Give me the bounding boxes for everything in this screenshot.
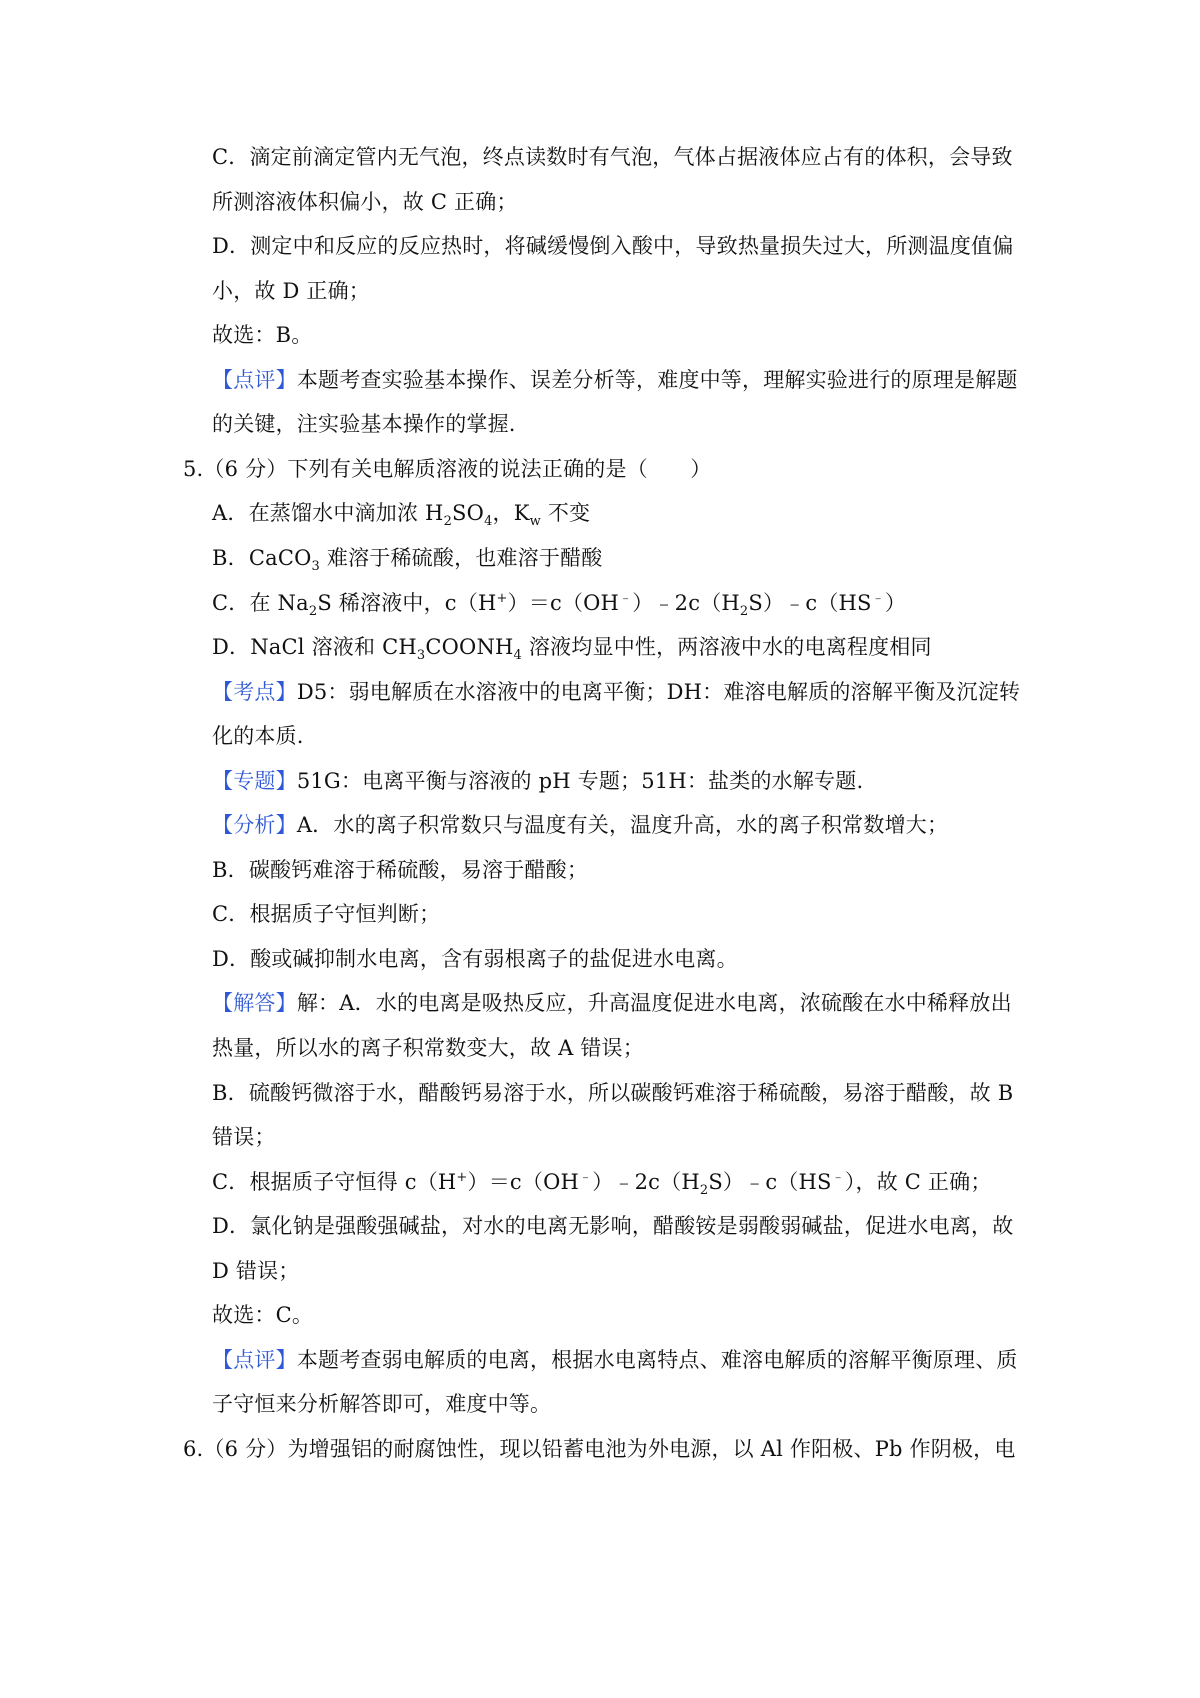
section-tag: 【分析】 (212, 813, 297, 838)
text-run: ，K (492, 501, 530, 526)
text-run: B．CaCO (212, 545, 312, 570)
section-tag: 【考点】 (212, 679, 297, 704)
text-line (212, 1256, 300, 1286)
text-line (212, 187, 518, 217)
superscript: ﹣ (831, 1169, 845, 1185)
text-line (212, 588, 906, 618)
text-run: S 稀溶液中，c（H (317, 590, 497, 615)
text-run: ）＝c（OH (507, 590, 620, 615)
text-run: D．测定中和反应的反应热时，将碱缓慢倒入酸中，导致热量损失过大，所测温度值偏 (212, 234, 1014, 259)
text-line (212, 677, 1020, 707)
subscript: 2 (443, 514, 453, 530)
text-run: D．酸或碱抑制水电离，含有弱根离子的盐促进水电离。 (212, 946, 738, 971)
question-line (183, 454, 711, 484)
text-line (212, 231, 1013, 261)
text-run: D．氯化钠是强酸强碱盐，对水的电离无影响，醋酸铵是弱酸弱碱盐，促进水电离，故 (212, 1214, 1014, 1239)
text-line (212, 142, 1013, 172)
text-run: B．硫酸钙微溶于水，醋酸钙易溶于水，所以碳酸钙难溶于稀硫酸，易溶于醋酸，故 B (212, 1080, 1014, 1105)
text-run: 错误； (212, 1125, 276, 1150)
text-run: C．在 Na (212, 590, 309, 615)
text-run: 6.（6 分）为增强铝的耐腐蚀性，现以铅蓄电池为外电源，以 Al 作阳极、Pb 作阴极，电 (183, 1436, 1016, 1461)
text-run: C．根据质子守恒得 c（H (212, 1169, 457, 1194)
text-run: 化的本质. (212, 724, 304, 749)
text-run: 故选：B。 (212, 323, 313, 348)
text-run: 的关键，注实验基本操作的掌握. (212, 412, 516, 437)
subscript: 2 (308, 603, 318, 619)
text-run: D 错误； (212, 1258, 300, 1283)
text-run: ） (884, 590, 907, 615)
text-line (212, 1211, 1013, 1241)
text-line (212, 543, 602, 573)
text-line (212, 988, 1012, 1018)
section-tag: 【专题】 (212, 768, 297, 793)
question-line (183, 1434, 1016, 1464)
text-run: 本题考查弱电解质的电离，根据水电离特点、难溶电解质的溶解平衡原理、质 (296, 1347, 1018, 1372)
text-run: 解：A．水的电离是吸热反应，升高温度促进水电离，浓硫酸在水中稀释放出 (296, 991, 1012, 1016)
text-line (212, 409, 516, 439)
text-line (212, 365, 1018, 395)
text-line (212, 721, 304, 751)
text-line (212, 899, 440, 929)
text-run: B．碳酸钙难溶于稀硫酸，易溶于醋酸； (212, 857, 589, 882)
text-run: S）﹣c（HS (708, 1169, 832, 1194)
text-run: 本题考查实验基本操作、误差分析等，难度中等，理解实验进行的原理是解题 (296, 367, 1018, 392)
section-tag: 【点评】 (212, 367, 297, 392)
text-run: ）﹣2c（H (592, 1169, 700, 1194)
section-tag: 【点评】 (212, 1347, 297, 1372)
text-line (212, 810, 948, 840)
subscript: 3 (311, 559, 320, 575)
subscript: 2 (739, 603, 749, 619)
text-run: 溶液均显中性，两溶液中水的电离程度相同 (522, 635, 932, 660)
text-run: C．滴定前滴定管内无气泡，终点读数时有气泡，气体占据液体应占有的体积，会导致 (212, 145, 1013, 169)
text-line (212, 498, 590, 528)
text-line (212, 276, 370, 306)
subscript: 4 (513, 648, 523, 664)
subscript: 2 (699, 1182, 709, 1198)
text-run: A．水的离子积常数只与温度有关，温度升高，水的离子积常数增大； (296, 813, 949, 838)
text-run: ）﹣2c（H (632, 590, 740, 615)
text-run: ），故 C 正确； (844, 1169, 992, 1194)
superscript: ﹣ (619, 590, 633, 606)
superscript: + (456, 1169, 468, 1185)
text-line (212, 1122, 276, 1152)
text-run: 5.（6 分）下列有关电解质溶液的说法正确的是（ ） (183, 456, 712, 481)
text-run: D5：弱电解质在水溶液中的电离平衡；DH：难溶电解质的溶解平衡及沉淀转 (296, 679, 1021, 704)
text-run: 子守恒来分析解答即可，难度中等。 (212, 1392, 552, 1417)
section-tag: 【解答】 (212, 991, 297, 1016)
text-line (212, 1033, 644, 1063)
text-run: 难溶于稀硫酸，也难溶于醋酸 (320, 545, 603, 570)
text-run: COONH (425, 635, 514, 660)
superscript: ﹣ (579, 1169, 593, 1185)
text-run: 51G：电离平衡与溶液的 pH 专题；51H：盐类的水解专题. (296, 768, 864, 793)
text-run: SO (452, 501, 485, 526)
text-line (212, 632, 932, 662)
text-run: A．在蒸馏水中滴加浓 H (212, 501, 444, 526)
subscript: 4 (484, 514, 493, 530)
superscript: + (496, 590, 508, 606)
text-run: ）＝c（OH (467, 1169, 580, 1194)
text-line (212, 1345, 1018, 1375)
text-line (212, 944, 738, 974)
superscript: ﹣ (871, 590, 885, 606)
subscript: w (529, 514, 541, 530)
text-run: 不变 (540, 501, 591, 526)
text-run: 所测溶液体积偏小，故 C 正确； (212, 189, 518, 214)
text-run: 故选：C。 (212, 1303, 314, 1328)
text-run: D．NaCl 溶液和 CH (212, 635, 417, 660)
text-line (212, 766, 863, 796)
text-run: C．根据质子守恒判断； (212, 902, 441, 927)
text-run: 小，故 D 正确； (212, 278, 370, 303)
text-line (212, 320, 312, 350)
text-run: S）﹣c（HS (748, 590, 872, 615)
text-run: 热量，所以水的离子积常数变大，故 A 错误； (212, 1036, 644, 1060)
text-line (212, 855, 588, 885)
text-line (212, 1078, 1013, 1108)
text-line (212, 1389, 551, 1419)
subscript: 3 (416, 648, 426, 664)
text-line (212, 1300, 313, 1330)
text-line (212, 1167, 992, 1197)
